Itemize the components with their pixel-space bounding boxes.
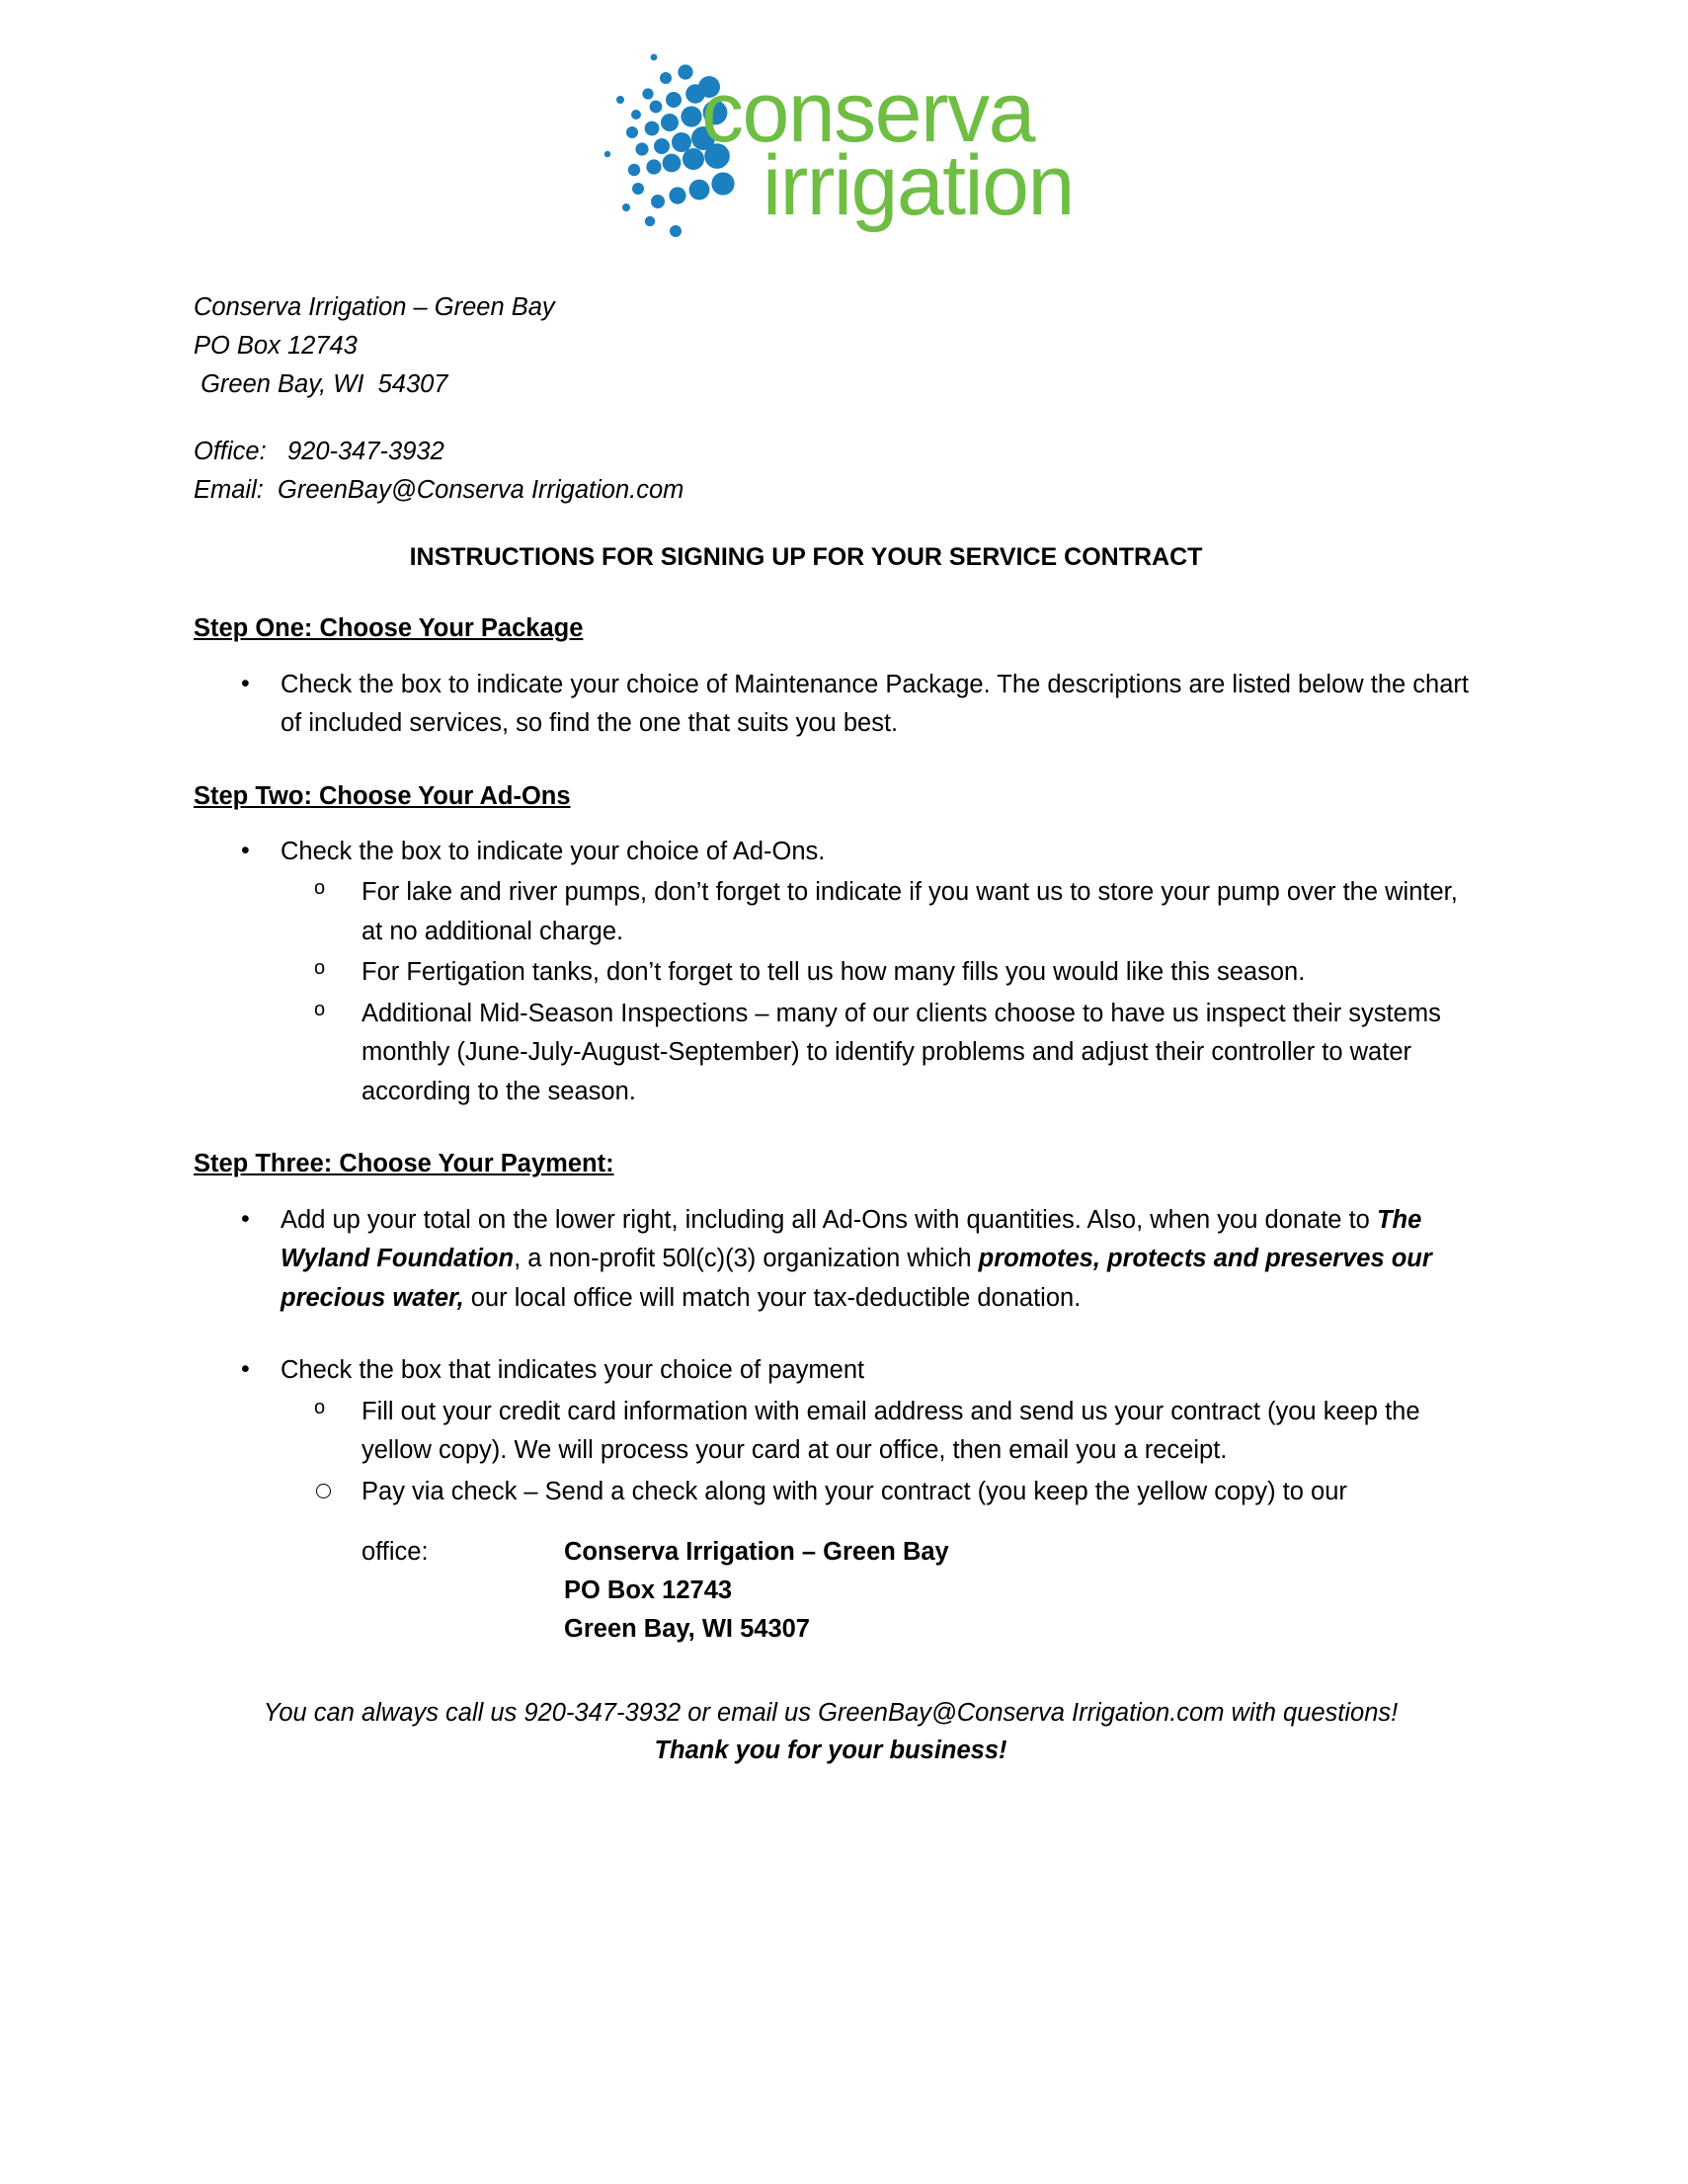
list-item: • Check the box to indicate your choice of Maintenance Package. The descriptions are listed below the chart of included services, so find the one that suits you best. [194,666,1478,744]
list-item: o Fill out your credit card information with email address and send us your contract (you keep the yellow copy). We will process your card at our office, then email you a receipt. [281,1393,1478,1471]
mailing-address [564,1533,949,1648]
step-three-heading [194,1145,1478,1182]
step-one-heading [194,609,1478,647]
step-one-heading-text: Step One: Choose Your Package [194,614,584,643]
letterhead-city-state-zip: Green Bay, WI 54307 [194,369,448,398]
letterhead-company: Conserva Irrigation – Green Bay [194,293,555,321]
step-three-bullets [194,1201,1478,1319]
wyland-mission-statement: promotes, protects and preserves our precious water, [281,1245,1432,1312]
closing-thanks-line: Thank you for your business! [654,1736,1007,1764]
step-two-heading-text: Step Two: Choose Your Ad-Ons [194,781,571,810]
logo-wordmark [701,65,1116,233]
step-two-heading [194,777,1478,815]
list-item: o For lake and river pumps, don’t forget to indicate if you want us to store your pump over the winter, at no additional charge. [281,873,1478,951]
logo-word-irrigation: irrigation [763,137,1074,233]
step-three-heading-text: Step Three: Choose Your Payment: [194,1150,614,1178]
list-item-text: Check the box to indicate your choice of Ad-Ons. [281,837,826,865]
list-item: o For Fertigation tanks, don’t forget to tell us how many fills you would like this season. [281,953,1478,993]
closing-contact-line: You can always call us 920-347-3932 or email us GreenBay@Conserva Irrigation.com with questions! [263,1698,1399,1727]
letterhead-email-line [194,471,1478,510]
step-one-bullets [194,666,1478,744]
mailing-address-line-3: Green Bay, WI 54307 [564,1614,810,1643]
letterhead-block [194,288,1478,510]
office-phone: 920-347-3932 [286,438,444,466]
conserva-irrigation-logo [593,38,1106,245]
list-item [194,1201,1478,1319]
donation-text-part2: , a non-profit 50l(c)(3) organization which [514,1245,979,1273]
payment-sub-bullets [281,1393,1478,1512]
donation-text-part3: our local office will match your tax-deductible donation. [463,1283,1082,1312]
donation-text-part1: Add up your total on the lower right, including all Ad-Ons with quantities. Also, when you donate to [281,1205,1377,1234]
mailing-office-block [281,1533,1478,1648]
office-word-label: office: [362,1538,429,1567]
step-two-sub-bullets [281,873,1478,1111]
mailing-address-line-1: Conserva Irrigation – Green Bay [564,1538,949,1567]
office-label: Office: [194,438,267,466]
payment-choice-bullets [194,1351,1478,1648]
page-title: INSTRUCTIONS FOR SIGNING UP FOR YOUR SERVICE CONTRACT [409,542,1203,571]
mailing-address-line-2: PO Box 12743 [564,1577,733,1604]
email-label: Email: [194,476,264,504]
list-item: Pay via check – Send a check along with your contract (you keep the yellow copy) to our [281,1473,1478,1512]
list-item-text: Check the box that indicates your choice of payment [281,1356,865,1385]
list-item [194,1351,1478,1648]
closing-block [194,1694,1478,1770]
letterhead-po-box: PO Box 12743 [194,331,358,360]
email-address: GreenBay@Conserva Irrigation.com [278,476,684,504]
list-item: o Additional Mid-Season Inspections – many of our clients choose to have us inspect their systems monthly (June-July-August-September) to identify problems and adjust their controller to water according to the season. [281,995,1478,1112]
list-item [194,833,1478,1112]
logo-word-conserva: conserva [701,65,1034,160]
step-two-bullets [194,833,1478,1112]
letterhead-office-line [194,433,1478,471]
wyland-foundation-name: The Wyland Foundation [281,1205,1422,1273]
document-body [194,288,1478,1769]
